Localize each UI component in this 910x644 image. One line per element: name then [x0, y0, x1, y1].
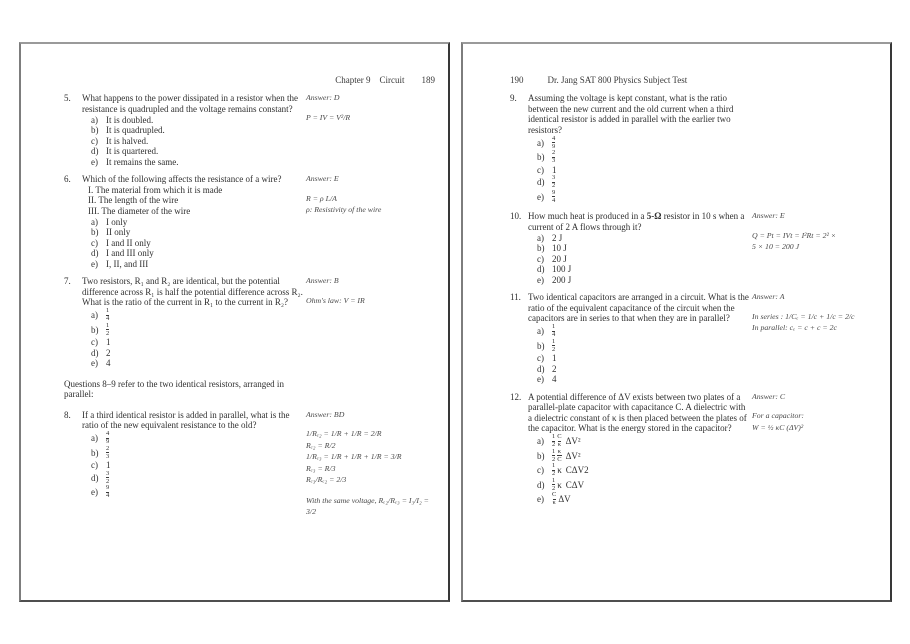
answer-label: Answer: E: [306, 174, 339, 183]
option-text: ΔV²: [565, 436, 581, 447]
option-fraction: [106, 308, 109, 323]
option-text: 1: [106, 337, 111, 347]
fraction-numerator: 4: [106, 430, 110, 437]
answer-formula: 1/Rₑ₃ = 1/R + 1/R + 1/R = 3/R: [306, 452, 402, 461]
answer-formula: R = ρ L/A: [306, 193, 337, 203]
option-fraction: [552, 190, 555, 205]
option-fraction: [552, 324, 555, 339]
option-fraction: [552, 463, 555, 478]
question-6: [64, 174, 442, 269]
option-letter: c): [537, 164, 544, 175]
question-number: 5.: [64, 93, 71, 103]
question-12-option-a: [537, 434, 884, 449]
question-7: [64, 276, 442, 369]
option-letter: b): [91, 125, 99, 135]
answer-formula: In parallel: cₑ = c + c = 2c: [752, 323, 837, 332]
option-text: CΔV2: [565, 465, 589, 476]
fraction-numerator: 1: [552, 433, 556, 440]
option-fraction: [106, 323, 109, 338]
fraction-numerator: 1: [552, 323, 556, 330]
option-fraction: [106, 446, 109, 461]
question-text-pre: How much heat is produced in a: [528, 211, 647, 221]
question-5-option-b: [91, 125, 442, 136]
option-text: It is quadrupled.: [106, 125, 165, 135]
option-letter: b): [537, 450, 545, 461]
option-kappa-symbol: κ: [557, 465, 562, 476]
question-12-option-d: [537, 478, 884, 493]
option-text: 100 J: [552, 264, 572, 274]
fraction-numerator: 4: [552, 134, 556, 142]
option-text: I, II, and III: [106, 258, 149, 269]
question-text: Two identical capacitors are arranged in a circuit. What is the ratio of the equivalent capacitance of the circuit when the capacitors are in series to that when they are in parallel?: [528, 292, 749, 323]
answer-label: Answer: C: [752, 391, 786, 401]
question-12-option-c: [537, 463, 884, 478]
fraction-denominator: κ: [552, 499, 556, 506]
option-kappa-symbol: κ: [557, 479, 562, 490]
question-9-option-c: [537, 165, 884, 176]
question-11-option-d: [537, 364, 884, 375]
question-10: [510, 211, 884, 285]
option-fraction: [552, 492, 556, 507]
option-letter: b): [91, 324, 99, 335]
option-text: I only: [106, 216, 128, 227]
answer-label: Answer: E: [752, 211, 785, 220]
option-letter: c): [91, 135, 98, 146]
header-page-number: 190: [510, 75, 524, 85]
question-11: [510, 292, 884, 385]
fraction-denominator: C: [557, 455, 562, 463]
fraction-numerator: 2: [106, 444, 110, 452]
question-9-main: [510, 93, 884, 204]
question-10-option-c: [537, 254, 884, 265]
option-letter: c): [91, 237, 98, 248]
option-fraction: [106, 485, 109, 500]
fraction-numerator: 9: [106, 484, 110, 491]
question-12-options: [537, 434, 884, 507]
option-letter: a): [91, 310, 98, 321]
question-5-option-c: [91, 136, 442, 147]
fraction-denominator: 4: [552, 331, 556, 338]
answer-formula: Rₑ₂ = R/2: [306, 440, 336, 450]
option-letter: a): [537, 326, 544, 337]
option-letter: b): [91, 447, 99, 458]
option-letter: e): [91, 487, 98, 498]
page-189: [19, 42, 450, 602]
option-letter: e): [91, 358, 98, 368]
option-text: It is halved.: [106, 135, 149, 146]
fraction-denominator: 9: [106, 438, 110, 445]
option-letter: a): [91, 216, 98, 227]
option-text: 2: [106, 347, 111, 358]
roman-item: II. The length of the wire: [88, 195, 179, 205]
fraction-numerator: 1: [552, 476, 556, 484]
option-text: It remains the same.: [106, 156, 179, 167]
question-12-option-b: [537, 449, 884, 464]
question-6-option-b: [91, 227, 442, 238]
questions-8-9-note: Questions 8–9 refer to the two identical resistors, arranged in parallel:: [64, 378, 284, 399]
answer-label: Answer: D: [306, 93, 340, 102]
fraction-denominator: 2: [106, 329, 110, 337]
option-letter: c): [91, 460, 98, 470]
option-letter: a): [91, 114, 98, 125]
question-9-head: [510, 93, 884, 135]
option-fraction: [552, 150, 555, 165]
fraction-numerator: 2: [552, 149, 556, 156]
header-page-number: 189: [421, 75, 435, 85]
fraction-numerator: 3: [106, 469, 110, 477]
option-text: 1: [552, 164, 557, 175]
option-letter: c): [537, 353, 544, 363]
option-text: 4: [106, 358, 111, 368]
fraction-denominator: 2: [552, 182, 556, 189]
question-11-option-c: [537, 353, 884, 364]
option-letter: d): [91, 472, 99, 483]
fraction-denominator: 2: [552, 345, 556, 353]
answer-formula: ρ: Resistivity of the wire: [306, 205, 382, 214]
fraction-numerator: 1: [106, 307, 110, 314]
option-letter: e): [537, 274, 544, 285]
option-letter: e): [91, 156, 98, 167]
question-9-option-e: [537, 190, 884, 205]
fraction-numerator: 1: [106, 321, 110, 329]
fraction-denominator: 9: [552, 142, 556, 150]
question-8: [64, 409, 442, 516]
question-11-answer: [752, 292, 894, 335]
fraction-numerator: 9: [552, 188, 556, 196]
answer-label: Answer: B: [306, 276, 339, 285]
header-section: Circuit: [379, 75, 405, 85]
option-letter: e): [91, 258, 98, 269]
fraction-numerator: C: [552, 491, 557, 498]
header-title: Dr. Jang SAT 800 Physics Subject Test: [547, 75, 688, 85]
option-text: 20 J: [552, 253, 567, 264]
option-letter: b): [537, 152, 545, 163]
question-9-option-d: [537, 175, 884, 190]
question-text: Which of the following affects the resistance of a wire?: [82, 174, 282, 184]
question-7-option-b: [91, 323, 442, 338]
fraction-denominator: 2: [552, 484, 556, 492]
question-text-bold: 5-Ω: [646, 211, 662, 221]
option-letter: c): [537, 253, 544, 264]
answer-note: [306, 496, 448, 518]
page-189-content: [64, 44, 442, 516]
question-6-option-d: [91, 248, 442, 259]
answer-label: Answer: BD: [306, 409, 345, 419]
question-10-option-d: [537, 264, 884, 275]
option-text: ΔV²: [565, 450, 581, 461]
roman-item: III. The diameter of the wire: [88, 205, 191, 216]
option-letter: d): [91, 146, 99, 156]
answer-formula: Q = Pt = IVt = I²Rt = 2² ×: [752, 230, 837, 240]
fraction-numerator: κ: [557, 447, 562, 455]
option-text: 1: [106, 460, 111, 470]
question-number: 9.: [510, 93, 517, 103]
option-letter: b): [91, 227, 99, 237]
answer-formula: W = ½ κC (ΔV)²: [752, 422, 804, 432]
option-text: 4: [552, 374, 557, 384]
option-text: I and II only: [106, 237, 151, 248]
fraction-denominator: 4: [552, 196, 556, 204]
option-text: 1: [552, 353, 557, 363]
fraction-denominator: 2: [552, 455, 556, 463]
question-5-option-d: [91, 146, 442, 157]
option-text: 2: [552, 363, 557, 374]
option-letter: c): [91, 337, 98, 347]
question-text: Assuming the voltage is kept constant, what is the ratio between the new current and the old current when a third identical resistor is added in parallel with the earlier two resistors?: [528, 93, 734, 135]
question-12-answer: [752, 392, 894, 435]
question-text: If a third identical resistor is added in parallel, what is the ratio of the new equivalent resistance to the old?: [82, 409, 290, 430]
option-letter: d): [91, 347, 99, 358]
question-7-options: [91, 308, 442, 369]
question-11-option-b: [537, 339, 884, 354]
question-text: What happens to the power dissipated in a resistor when the resistance is quadrupled and the voltage remains constant?: [82, 93, 298, 114]
question-10-option-e: [537, 275, 884, 286]
question-text: [528, 211, 750, 232]
question-5-option-e: [91, 157, 442, 168]
option-letter: d): [91, 248, 99, 258]
answer-formula: Ohm's law: V = IR: [306, 295, 365, 305]
fraction-denominator: 3: [552, 157, 556, 164]
answer-formula: For a capacitor:: [752, 411, 804, 420]
option-fraction: [557, 434, 561, 449]
header-chapter: Chapter 9: [335, 75, 371, 85]
option-letter: a): [537, 137, 544, 148]
option-fraction: [106, 471, 109, 486]
question-text: A potential difference of ΔV exists between two plates of a parallel-plate capacitor with capacitance C. A dielectric with a dielectric constant of κ is then placed between the plates of the capacitor. What is the energy stored in the capacitor?: [528, 391, 747, 433]
option-letter: a): [537, 232, 544, 243]
option-letter: d): [537, 479, 545, 490]
option-fraction: [557, 449, 561, 464]
option-text: CΔV: [565, 479, 585, 490]
question-7-option-a: [91, 308, 442, 323]
question-5: [64, 93, 442, 167]
option-letter: e): [537, 191, 544, 202]
option-letter: e): [537, 374, 544, 384]
question-12: [510, 392, 884, 507]
option-text: II only: [106, 227, 131, 237]
answer-label: Answer: A: [752, 292, 785, 301]
fraction-numerator: 1: [552, 462, 556, 469]
answer-formula: P = IV = V²/R: [306, 112, 351, 122]
fraction-denominator: 4: [106, 315, 110, 322]
answer-formula: In series : 1/Cₑ = 1/c + 1/c = 2/c: [752, 311, 855, 321]
option-letter: d): [537, 264, 545, 274]
option-text: 10 J: [552, 243, 567, 253]
question-number: 12.: [510, 391, 522, 402]
answer-formula: With the same voltage, Rₑ₂/Rₑ₃ = I₃/I₂ =: [306, 495, 429, 505]
option-text: It is quartered.: [106, 146, 159, 156]
fraction-numerator: C: [557, 433, 562, 440]
question-text-post: resistor in 10 s when a current of 2 A flows through it?: [528, 211, 745, 232]
option-letter: d): [537, 177, 545, 188]
question-6-options: [91, 217, 442, 270]
answer-formula: 3/2: [306, 507, 316, 516]
option-letter: a): [91, 433, 98, 444]
question-12-option-e: [537, 492, 884, 507]
option-fraction: [106, 431, 109, 446]
answer-formula: 5 × 10 = 200 J: [752, 242, 800, 251]
fraction-denominator: 3: [106, 452, 110, 460]
fraction-numerator: 3: [552, 174, 556, 181]
question-9: [510, 93, 884, 204]
option-letter: d): [537, 363, 545, 374]
option-text: I and III only: [106, 248, 154, 258]
roman-item: I. The material from which it is made: [88, 184, 223, 195]
option-letter: b): [537, 340, 545, 351]
question-text: Two resistors, R₁ and R₂ are identical, but the potential difference across R₁ is half the potential difference across R₂. What is the ratio of the current in R₁ to the current in R₂?: [82, 276, 303, 307]
page-190-content: [510, 44, 884, 514]
option-text: It is doubled.: [106, 114, 154, 125]
fraction-denominator: 2: [552, 441, 556, 448]
question-6-option-e: [91, 259, 442, 270]
answer-formula: Rₑ₃ = R/3: [306, 463, 336, 473]
option-text: ΔV: [558, 494, 571, 505]
question-9-option-a: [537, 136, 884, 151]
question-7-answer: [306, 276, 448, 307]
option-fraction: [552, 449, 555, 464]
option-text: 2 J: [552, 232, 563, 243]
question-9-options: [537, 136, 884, 205]
option-letter: b): [537, 243, 545, 253]
fraction-numerator: 1: [552, 337, 556, 345]
question-number: 7.: [64, 276, 71, 286]
option-letter: c): [537, 465, 544, 476]
question-number: 11.: [510, 292, 521, 302]
option-letter: e): [537, 494, 544, 505]
option-fraction: [552, 175, 555, 190]
question-number: 10.: [510, 211, 522, 221]
question-7-option-c: [91, 337, 442, 348]
question-6-answer: [306, 174, 448, 217]
fraction-denominator: κ: [557, 441, 562, 448]
option-fraction: [552, 136, 555, 151]
question-number: 6.: [64, 174, 71, 184]
page-190: [461, 42, 892, 602]
answer-formula: Rₑ₃/Rₑ₂ = 2/3: [306, 475, 347, 484]
option-text: 200 J: [552, 274, 572, 285]
answer-formula: 1/Rₑ₂ = 1/R + 1/R = 2/R: [306, 429, 382, 438]
question-9-option-b: [537, 150, 884, 165]
question-number: 8.: [64, 409, 71, 420]
fraction-denominator: 4: [106, 492, 110, 499]
question-11-option-e: [537, 374, 884, 385]
question-10-answer: [752, 211, 894, 254]
question-5-answer: [306, 93, 448, 124]
question-7-option-d: [91, 348, 442, 359]
fraction-denominator: 2: [552, 470, 556, 477]
question-7-option-e: [91, 358, 442, 369]
option-letter: a): [537, 436, 544, 447]
option-fraction: [552, 339, 555, 354]
question-6-option-c: [91, 238, 442, 249]
fraction-denominator: 2: [106, 477, 110, 485]
option-fraction: [552, 478, 555, 493]
question-6-option-a: [91, 217, 442, 228]
fraction-numerator: 1: [552, 447, 556, 455]
option-fraction: [552, 434, 555, 449]
question-8-answer: [306, 410, 448, 519]
